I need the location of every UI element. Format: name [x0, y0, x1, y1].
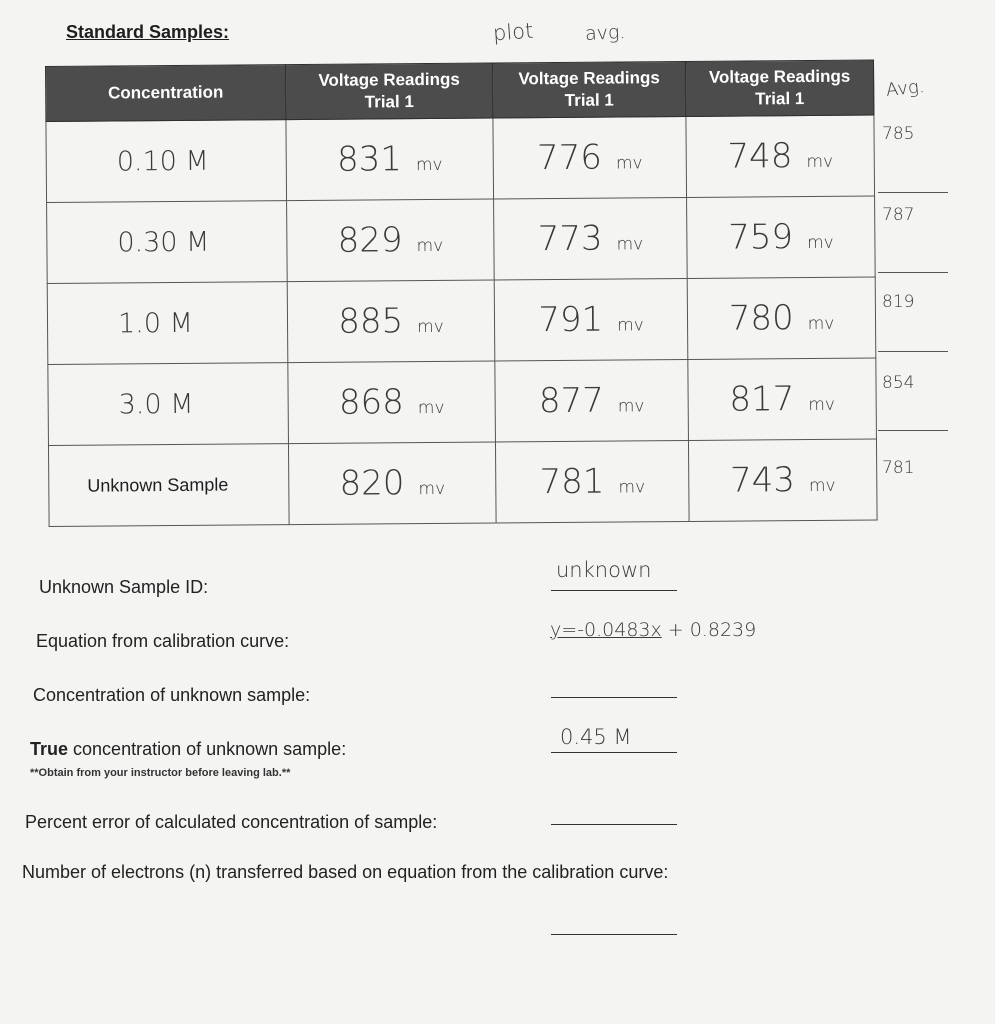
percent-error-label: Percent error of calculated concentration of sample:	[25, 812, 438, 832]
concentration-cell: 3.0 M	[48, 363, 289, 446]
unknown-id-value: unknown	[556, 558, 652, 582]
reading-cell: 831 mv	[286, 118, 494, 201]
reading-cell: 781 mv	[495, 440, 689, 523]
table-header-row	[46, 60, 874, 122]
equation-value: y=-0.0483x + 0.8239	[550, 619, 757, 641]
unknown-id-line[interactable]	[551, 590, 677, 591]
reading-cell: 743 mv	[688, 439, 877, 521]
average-divider	[878, 272, 948, 273]
reading-cell: 776 mv	[493, 116, 687, 199]
reading-cell: 780 mv	[687, 277, 876, 359]
handwritten-note-avg: avg.	[584, 20, 626, 46]
reading-cell: 748 mv	[686, 115, 875, 197]
section-title: Standard Samples:	[66, 22, 230, 42]
average-divider	[878, 430, 948, 431]
concentration-label: Concentration of unknown sample:	[33, 685, 311, 705]
reading-cell: 773 mv	[494, 197, 688, 280]
electrons-line[interactable]	[551, 934, 677, 935]
unknown-id-label: Unknown Sample ID:	[39, 577, 209, 597]
reading-cell: 820 mv	[288, 442, 496, 525]
average-value: 819	[882, 292, 915, 312]
average-value: 854	[882, 373, 915, 393]
concentration-line[interactable]	[551, 697, 677, 698]
average-value: 781	[882, 458, 915, 478]
equation-label: Equation from calibration curve:	[36, 631, 290, 651]
header-concentration: Concentration	[46, 65, 286, 122]
table-row	[46, 115, 875, 203]
header-trial-1b: Voltage Readings Trial 1	[492, 61, 685, 118]
reading-cell: 791 mv	[494, 278, 688, 361]
concentration-cell: 0.10 M	[46, 120, 287, 203]
average-value: 785	[882, 124, 915, 144]
unknown-sample-label: Unknown Sample	[48, 444, 289, 527]
header-trial-1a: Voltage Readings Trial 1	[285, 63, 492, 120]
reading-cell: 829 mv	[287, 199, 495, 282]
concentration-cell: 1.0 M	[47, 282, 288, 365]
handwritten-note-plot: plot	[492, 18, 535, 46]
true-concentration-label: True concentration of unknown sample:	[30, 739, 347, 759]
average-divider	[878, 192, 948, 193]
percent-error-line[interactable]	[551, 824, 677, 825]
true-concentration-line[interactable]	[551, 752, 677, 753]
standard-samples-table	[45, 59, 878, 526]
averages-header: Avg.	[885, 76, 926, 101]
reading-cell: 759 mv	[687, 196, 876, 278]
true-concentration-value: 0.45 M	[560, 725, 632, 749]
reading-cell: 885 mv	[287, 280, 495, 363]
table-row	[48, 439, 877, 527]
concentration-cell: 0.30 M	[47, 201, 288, 284]
electrons-label: Number of electrons (n) transferred based on equation from the calibration curve:	[22, 862, 669, 882]
table-row	[48, 358, 877, 446]
header-trial-1c: Voltage Readings Trial 1	[685, 60, 873, 116]
instructor-note: **Obtain from your instructor before leaving lab.**	[30, 767, 291, 779]
average-value: 787	[882, 205, 915, 225]
table-row	[47, 196, 876, 284]
reading-cell: 868 mv	[288, 361, 496, 444]
reading-cell: 817 mv	[688, 358, 877, 440]
average-divider	[878, 351, 948, 352]
reading-cell: 877 mv	[495, 359, 689, 442]
table-row	[47, 277, 876, 365]
